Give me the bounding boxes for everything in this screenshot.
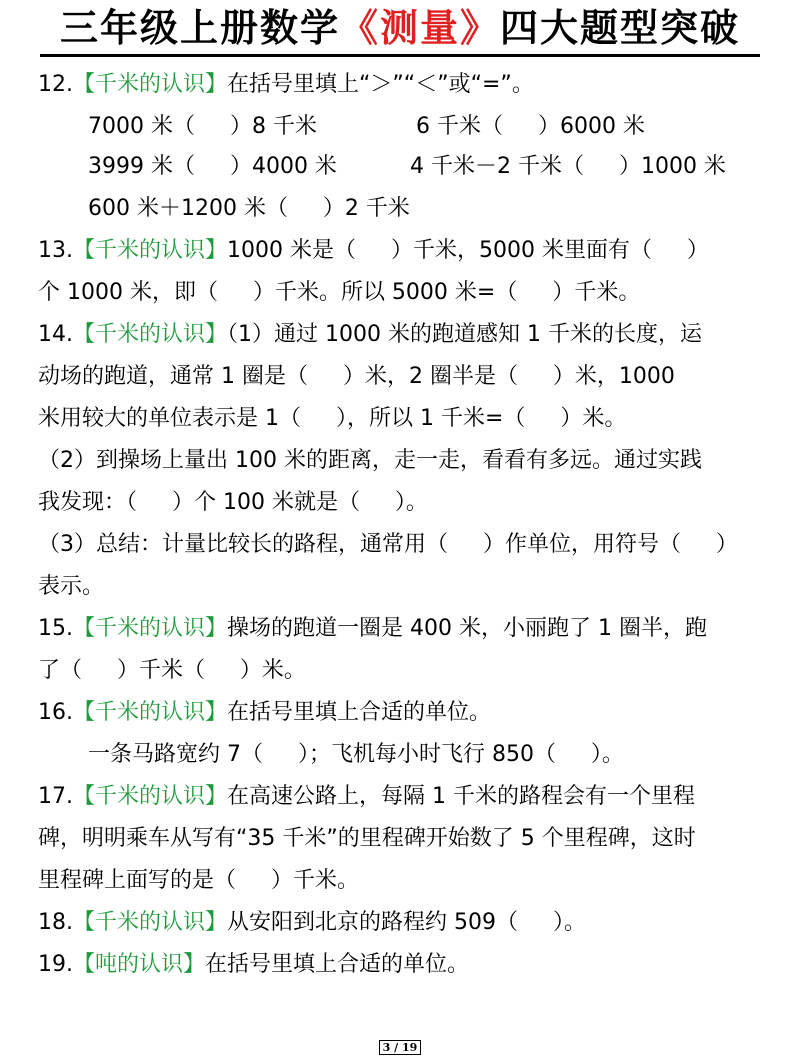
question-14-part3-cont: [38, 572, 104, 602]
question-text: 从安阳到北京的路程约 509（ ）。: [227, 910, 586, 935]
question-text: 在括号里填上合适的单位。: [227, 700, 492, 725]
question-text: 在括号里填上“＞”“＜”或“=”。: [227, 72, 534, 97]
title-underline: [40, 54, 760, 57]
title-part1: 三年级上册数学: [59, 6, 340, 50]
q12-item: 600 米＋1200 米（ ）2 千米: [88, 196, 410, 221]
page-number: [0, 1041, 800, 1054]
question-14-part3: [38, 530, 738, 560]
question-text: （2）到操场上量出 100 米的距离，走一走，看看有多远。通过实践: [38, 448, 702, 473]
question-14-cont: [38, 362, 675, 392]
question-text: 里程碑上面写的是（ ）千米。: [38, 868, 359, 893]
question-13-cont: [38, 278, 640, 308]
question-number: 19.: [38, 952, 73, 977]
page-number-label: 3 / 19: [379, 1040, 422, 1055]
q12-row-2: [88, 152, 726, 182]
question-text: 我发现：（ ）个 100 米就是（ ）。: [38, 490, 428, 515]
question-12: [38, 70, 534, 100]
question-number: 12.: [38, 72, 73, 97]
question-13: [38, 236, 709, 266]
question-text: 碑，明明乘车从写有“35 千米”的里程碑开始数了 5 个里程碑，这时: [38, 826, 696, 851]
question-text: 在括号里填上合适的单位。: [205, 952, 470, 977]
question-14-part2-cont: [38, 488, 428, 518]
question-number: 18.: [38, 910, 73, 935]
question-tag: 【千米的认识】: [73, 238, 228, 263]
question-tag: 【千米的认识】: [73, 910, 228, 935]
question-17-cont: [38, 824, 696, 854]
question-number: 17.: [38, 784, 73, 809]
question-tag: 【千米的认识】: [73, 700, 228, 725]
page-title: [0, 6, 800, 50]
q12-row-3: [88, 194, 410, 224]
question-16: [38, 698, 491, 728]
question-14-part2: [38, 446, 702, 476]
question-tag: 【千米的认识】: [73, 72, 228, 97]
q12-item: 4 千米－2 千米（ ）1000 米: [410, 154, 726, 179]
question-15-cont: [38, 656, 306, 686]
question-tag: 【千米的认识】: [73, 322, 228, 347]
q12-item: 3999 米（ ）4000 米: [88, 154, 337, 179]
title-highlight: 《测量》: [339, 6, 500, 50]
question-number: 14.: [38, 322, 73, 347]
q12-row-1: [88, 112, 645, 142]
question-text: 动场的跑道，通常 1 圈是（ ）米，2 圈半是（ ）米，1000: [38, 364, 675, 389]
question-text: 在高速公路上，每隔 1 千米的路程会有一个里程: [227, 784, 696, 809]
question-15: [38, 614, 707, 644]
question-text: 个 1000 米，即（ ）千米。所以 5000 米=（ ）千米。: [38, 280, 641, 305]
title-part2: 四大题型突破: [500, 6, 741, 50]
question-14: [38, 320, 702, 350]
question-text: 操场的跑道一圈是 400 米，小丽跑了 1 圈半，跑: [227, 616, 707, 641]
question-18: [38, 908, 586, 938]
question-19: [38, 950, 469, 980]
question-text: 了（ ）千米（ ）米。: [38, 658, 306, 683]
question-text: 一条马路宽约 7（ ）；飞机每小时飞行 850（ ）。: [88, 742, 624, 767]
question-number: 16.: [38, 700, 73, 725]
question-17: [38, 782, 695, 812]
question-text: 米用较大的单位表示是 1（ ），所以 1 千米=（ ）米。: [38, 406, 627, 431]
question-text: （3）总结：计量比较长的路程，通常用（ ）作单位，用符号（ ）: [38, 532, 738, 557]
question-tag: 【吨的认识】: [73, 952, 206, 977]
question-17-cont: [38, 866, 359, 896]
question-text: 表示。: [38, 574, 105, 599]
q12-item: 6 千米（ ）6000 米: [416, 114, 645, 139]
question-text: 1000 米是（ ）千米，5000 米里面有（ ）: [227, 238, 709, 263]
question-number: 15.: [38, 616, 73, 641]
question-tag: 【千米的认识】: [73, 616, 228, 641]
question-14-cont: [38, 404, 626, 434]
question-tag: 【千米的认识】: [73, 784, 228, 809]
q12-item: 7000 米（ ）8 千米: [88, 114, 317, 139]
question-text: （1）通过 1000 米的跑道感知 1 千米的长度，运: [227, 322, 702, 347]
question-number: 13.: [38, 238, 73, 263]
question-16-item: [88, 740, 624, 770]
